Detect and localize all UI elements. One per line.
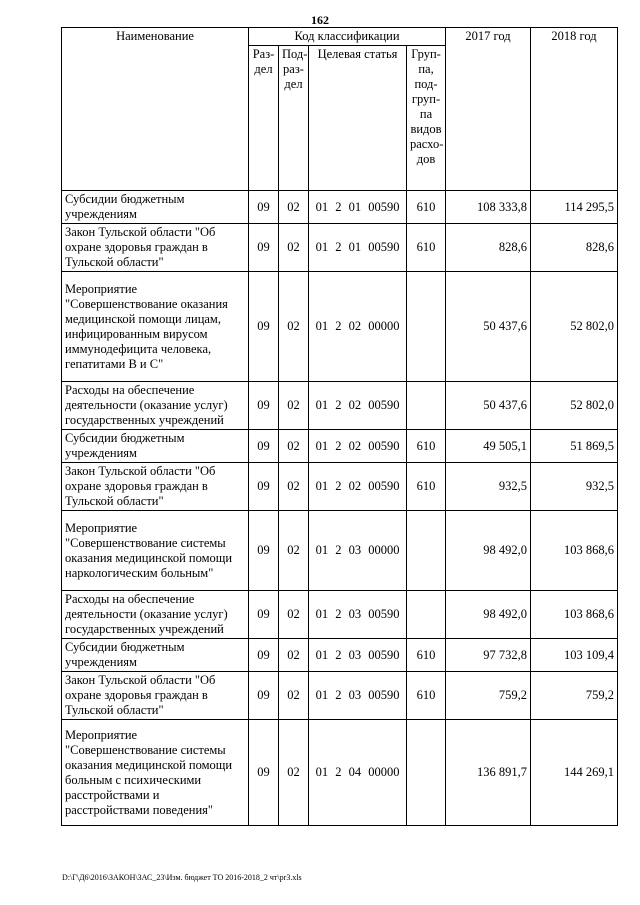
budget-table [61,27,618,826]
row-section: 09 [249,511,279,591]
row-name: Закон Тульской области "Об охране здоровья граждан в Тульской области" [62,463,249,511]
row-amount-2018: 828,6 [531,224,618,272]
table-row [62,463,618,511]
row-amount-2017: 50 437,6 [446,382,531,430]
table-row [62,720,618,826]
header-year-2017: 2017 год [446,28,531,191]
row-amount-2018: 103 868,6 [531,591,618,639]
row-amount-2017: 136 891,7 [446,720,531,826]
row-amount-2018: 52 802,0 [531,382,618,430]
header-classification-code: Код классификации [249,28,446,46]
row-name: Мероприятие "Совершенствование системы оказания медицинской помощи наркологическим больным" [62,511,249,591]
table-row [62,430,618,463]
row-subsection: 02 [279,191,309,224]
row-expense-group [407,272,446,382]
row-expense-group: 610 [407,430,446,463]
row-amount-2017: 98 492,0 [446,511,531,591]
row-section: 09 [249,720,279,826]
row-amount-2017: 97 732,8 [446,639,531,672]
row-section: 09 [249,382,279,430]
row-subsection: 02 [279,591,309,639]
header-section: Раз- дел [249,46,279,191]
row-target-article: 01 2 02 00590 [309,382,407,430]
row-target-article: 01 2 03 00000 [309,511,407,591]
row-name: Субсидии бюджетным учреждениям [62,639,249,672]
header-year-2018: 2018 год [531,28,618,191]
row-subsection: 02 [279,639,309,672]
row-section: 09 [249,639,279,672]
row-subsection: 02 [279,672,309,720]
row-amount-2018: 144 269,1 [531,720,618,826]
row-subsection: 02 [279,511,309,591]
row-amount-2018: 759,2 [531,672,618,720]
row-section: 09 [249,463,279,511]
header-target-article: Целевая статья [309,46,407,191]
row-subsection: 02 [279,224,309,272]
row-subsection: 02 [279,272,309,382]
row-amount-2018: 52 802,0 [531,272,618,382]
header-expense-group: Груп- па, под- груп- па видов расхо- дов [407,46,446,191]
row-name: Субсидии бюджетным учреждениям [62,430,249,463]
header-subsection: Под- раз- дел [279,46,309,191]
header-name: Наименование [62,28,249,191]
row-target-article: 01 2 03 00590 [309,672,407,720]
table-row [62,672,618,720]
row-section: 09 [249,224,279,272]
row-section: 09 [249,591,279,639]
row-section: 09 [249,272,279,382]
row-expense-group: 610 [407,463,446,511]
row-amount-2018: 103 109,4 [531,639,618,672]
table-row [62,382,618,430]
file-path-footer: D:\Г\Д6\2016\ЗАКОН\ЗАС_23\Изм. бюджет ТО 2016-2018_2 чт\pr3.xls [62,873,302,882]
row-target-article: 01 2 01 00590 [309,224,407,272]
row-amount-2017: 759,2 [446,672,531,720]
row-target-article: 01 2 02 00590 [309,463,407,511]
row-expense-group: 610 [407,224,446,272]
row-section: 09 [249,191,279,224]
table-row [62,591,618,639]
row-expense-group [407,511,446,591]
row-amount-2017: 828,6 [446,224,531,272]
row-subsection: 02 [279,463,309,511]
row-subsection: 02 [279,430,309,463]
row-amount-2017: 932,5 [446,463,531,511]
row-target-article: 01 2 03 00590 [309,591,407,639]
row-amount-2017: 98 492,0 [446,591,531,639]
row-section: 09 [249,672,279,720]
row-name: Мероприятие "Совершенствование оказания медицинской помощи лицам, инфицированным вирусом иммунодефицита человека, гепатитами В и С" [62,272,249,382]
row-subsection: 02 [279,382,309,430]
table-row [62,639,618,672]
row-name: Субсидии бюджетным учреждениям [62,191,249,224]
row-section: 09 [249,430,279,463]
row-expense-group: 610 [407,639,446,672]
row-expense-group: 610 [407,191,446,224]
table-row [62,272,618,382]
row-target-article: 01 2 02 00000 [309,272,407,382]
table-row [62,511,618,591]
row-expense-group: 610 [407,672,446,720]
row-amount-2017: 108 333,8 [446,191,531,224]
row-amount-2018: 51 869,5 [531,430,618,463]
row-expense-group [407,591,446,639]
row-name: Расходы на обеспечение деятельности (оказание услуг) государственных учреждений [62,382,249,430]
row-amount-2017: 50 437,6 [446,272,531,382]
row-target-article: 01 2 01 00590 [309,191,407,224]
row-name: Расходы на обеспечение деятельности (оказание услуг) государственных учреждений [62,591,249,639]
table-row [62,224,618,272]
row-amount-2018: 114 295,5 [531,191,618,224]
row-target-article: 01 2 02 00590 [309,430,407,463]
row-name: Закон Тульской области "Об охране здоровья граждан в Тульской области" [62,672,249,720]
row-target-article: 01 2 03 00590 [309,639,407,672]
row-expense-group [407,720,446,826]
row-amount-2018: 932,5 [531,463,618,511]
row-amount-2017: 49 505,1 [446,430,531,463]
table-row [62,191,618,224]
row-subsection: 02 [279,720,309,826]
row-expense-group [407,382,446,430]
row-target-article: 01 2 04 00000 [309,720,407,826]
row-name: Закон Тульской области "Об охране здоровья граждан в Тульской области" [62,224,249,272]
row-amount-2018: 103 868,6 [531,511,618,591]
page-number: 162 [311,13,329,27]
row-name: Мероприятие "Совершенствование системы оказания медицинской помощи больным с психическими расстройствами и расстройствами поведения" [62,720,249,826]
